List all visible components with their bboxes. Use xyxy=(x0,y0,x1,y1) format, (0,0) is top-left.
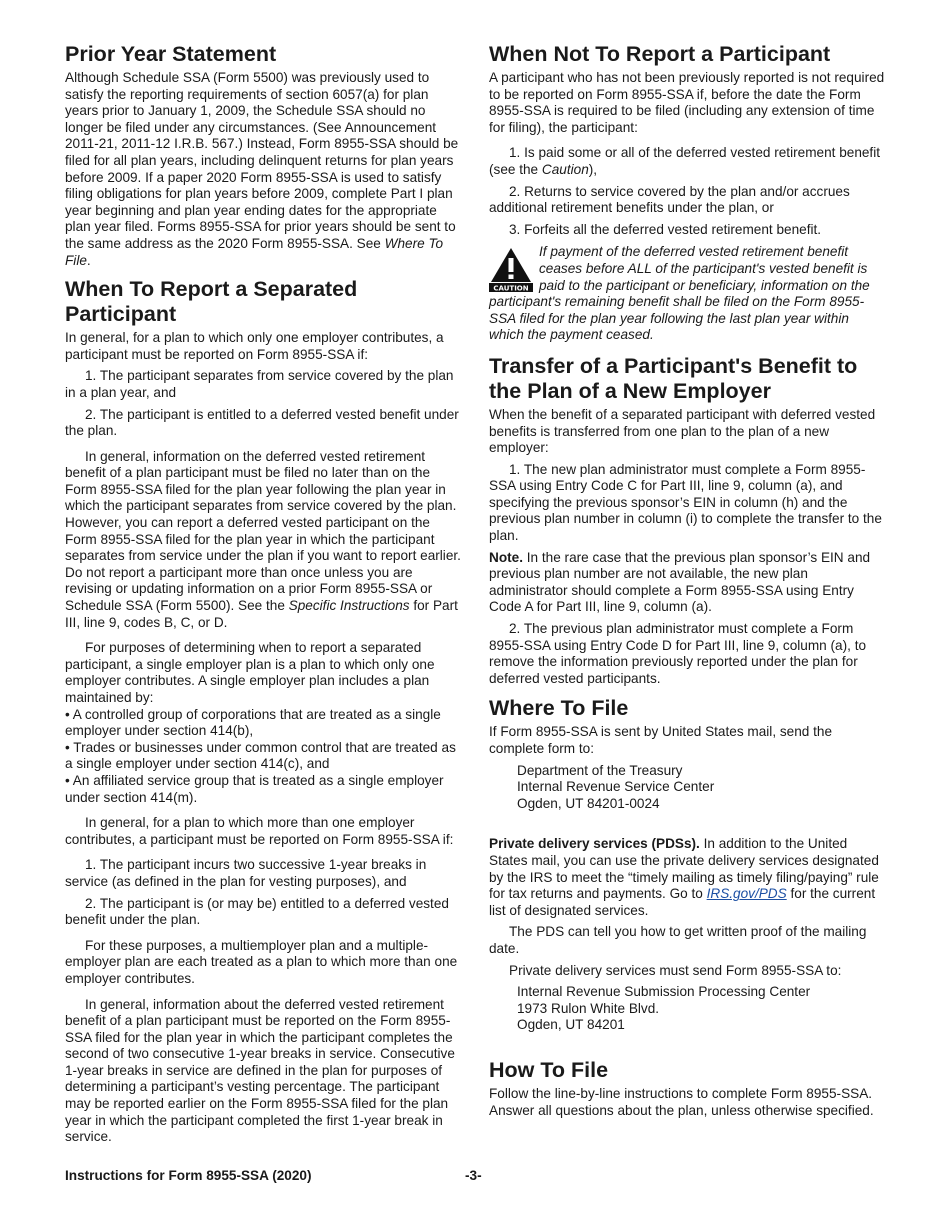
address-line: Ogden, UT 84201 xyxy=(517,1017,625,1033)
paragraph-pds: Private delivery services (PDSs). In addition to the United States mail, you can use the private delivery services designated by the IRS to meet the “timely mailing as timely filing/paying” rule for tax returns and payments. Go to IRS.gov/PDS for the current list of designated services. xyxy=(489,836,879,918)
list-item-transfer-2: 2. The previous plan administrator must complete a Form 8955-SSA using Entry Code D for Part III, line 9, column (a), to remove the information previously reported under the plan for deferred vested participants. xyxy=(489,621,867,686)
footer-title: Instructions for Form 8955-SSA (2020) xyxy=(65,1168,312,1183)
address-line: Internal Revenue Service Center xyxy=(517,779,715,795)
list-item-transfer-1: 1. The new plan administrator must complete a Form 8955-SSA using Entry Code C for Part III, line 9, column (a), and specifying the previous sponsor’s EIN in column (h) and the previous plan number in column (i) to complete the transfer to the plan. xyxy=(489,461,882,544)
page-number: -3- xyxy=(465,1168,482,1183)
caution-box xyxy=(489,244,885,344)
pds-address xyxy=(517,984,885,1034)
left-column xyxy=(65,42,461,1151)
paragraph-pds-send: Private delivery services must send Form 8955-SSA to: xyxy=(509,962,842,978)
address-line: Internal Revenue Submission Processing Center xyxy=(517,984,811,1000)
paragraph-multi-intro: In general, for a plan to which more than one employer contributes, a participant must be reported on Form 8955-SSA if: xyxy=(65,815,454,847)
list-item-multi-2: 2. The participant is (or may be) entitled to a deferred vested benefit under the plan. xyxy=(65,895,449,928)
right-column xyxy=(489,42,885,1124)
list-item-multi-1: 1. The participant incurs two successive 1-year breaks in service (as defined in the plan for vesting purposes), and xyxy=(65,857,427,889)
caution-text: If payment of the deferred vested retirement benefit ceases before ALL of the participant's vested benefit is paid to the participant or beneficiary, information on the participant's remaining benefit shall be filed on the Form 8955-SSA filed for the plan year following the last plan year within which the payment ceased. xyxy=(489,244,870,343)
list-item-when-1: 1. The participant separates from service covered by the plan in a plan year, and xyxy=(65,368,454,400)
paragraph-how: Follow the line-by-line instructions to complete Form 8955-SSA. Answer all questions about the plan, unless otherwise specified. xyxy=(489,1085,874,1118)
list-item-not-report-2: 2. Returns to service covered by the plan and/or accrues additional retirement benefits under the plan, or xyxy=(489,183,850,216)
paragraph-transfer-intro: When the benefit of a separated participant with deferred vested benefits is transferred from one plan to the plan of a new employer: xyxy=(489,406,876,456)
paragraph-prior-year: Although Schedule SSA (Form 5500) was previously used to satisfy the reporting requirements of section 6057(a) for plan years prior to January 1, 2009, the Schedule SSA should no longer be filed under any circumstances. (See Announcement 2011-21, 2011-12 I.R.B. 567.) Instead, Form 8955-SSA should be filed for all plan years, including delinquent returns for plan years before 2009. If a paper 2020 Form 8955-SSA is used to satisfy filing obligations for plan years before 2009, complete Part I plan year beginning and plan year ending dates for the appropriate plan year filed. Forms 8955-SSA for prior years should be sent to the same address as the 2020 Form 8955-SSA. See Where To File. xyxy=(65,70,459,268)
paragraph-general-info: In general, information on the deferred vested retirement benefit of a plan participant must be filed no later than on the Form 8955-SSA filed for the plan year following the plan year in which the participant separates from service covered by the plan. However, you can report a deferred vested participant on the Form 8955-SSA filed for the plan year in which the participant separates from service under the plan if you want to report earlier. Do not report a participant more than once unless you are revising or updating information on a prior Form 8955-SSA or Schedule SSA (Form 5500). See the Specific Instructions for Part III, line 9, codes B, C, or D. xyxy=(65,448,461,630)
note-paragraph: Note. In the rare case that the previous plan sponsor’s EIN and previous plan number are not available, the new plan administrator should complete a Form 8955-SSA using Entry Code A for Part III, line 9, column (a). xyxy=(489,549,871,615)
page-footer xyxy=(65,1168,885,1183)
bullet-item: • An affiliated service group that is treated as a single employer under section 414(m). xyxy=(65,772,444,805)
heading-how-to-file: How To File xyxy=(489,1057,609,1082)
mail-address xyxy=(517,763,885,813)
address-line: 1973 Rulon White Blvd. xyxy=(517,1000,660,1016)
list-item-when-2: 2. The participant is entitled to a deferred vested benefit under the plan. xyxy=(65,406,459,439)
caution-label: CAUTION xyxy=(493,284,529,293)
list-item-not-report-3: 3. Forfeits all the deferred vested retirement benefit. xyxy=(509,221,822,237)
paragraph-when-intro: In general, for a plan to which only one employer contributes, a participant must be reported on Form 8955-SSA if: xyxy=(65,330,444,362)
paragraph-multi-general: In general, information about the deferred vested retirement benefit of a plan participant must be reported on the Form 8955-SSA filed for the plan year in which the participant completes the second of two consecutive 1-year breaks in service. Consecutive 1-year breaks in service are defined in the plan for purposes of determining a participant’s vesting percentage. The participant may be reported earlier on the Form 8955-SSA filed for the plan year in which the participant completed the first 1-year break in service. xyxy=(65,996,455,1145)
caution-icon xyxy=(489,246,533,292)
bullet-item: • Trades or businesses under common control that are treated as a single employer under section 414(c), and xyxy=(65,739,456,772)
list-item-not-report-1: 1. Is paid some or all of the deferred vested retirement benefit (see the Caution), xyxy=(489,145,881,177)
paragraph-pds-proof: The PDS can tell you how to get written proof of the mailing date. xyxy=(489,924,867,956)
address-line: Ogden, UT 84201-0024 xyxy=(517,795,660,811)
heading-transfer: Transfer of a Participant's Benefit to the Plan of a New Employer xyxy=(489,353,858,403)
paragraph-where: If Form 8955-SSA is sent by United States mail, send the complete form to: xyxy=(489,724,833,756)
paragraph-single-employer: For purposes of determining when to report a separated participant, a single employer plan is a plan to which only one employer contributes. A single employer plan includes a plan maintained by: xyxy=(65,640,435,705)
paragraph-multi-purpose: For these purposes, a multiemployer plan and a multiple-employer plan are each treated as a plan to which more than one employer contributes. xyxy=(65,937,458,986)
paragraph-not-report-intro: A participant who has not been previously reported is not required to be reported on Form 8955-SSA if, before the date the Form 8955-SSA is required to be filed (including any extension of time for filing), the participant: xyxy=(489,70,885,135)
bullet-item: • A controlled group of corporations that are treated as a single employer under section 414(b), xyxy=(65,706,441,739)
heading-when-to-report: When To Report a Separated Participant xyxy=(65,277,358,327)
heading-when-not-to-report: When Not To Report a Participant xyxy=(489,42,831,66)
heading-where-to-file: Where To File xyxy=(489,696,629,721)
irs-pds-link[interactable]: IRS.gov/PDS xyxy=(706,886,787,902)
heading-prior-year-statement: Prior Year Statement xyxy=(65,42,277,66)
address-line: Department of the Treasury xyxy=(517,762,683,778)
